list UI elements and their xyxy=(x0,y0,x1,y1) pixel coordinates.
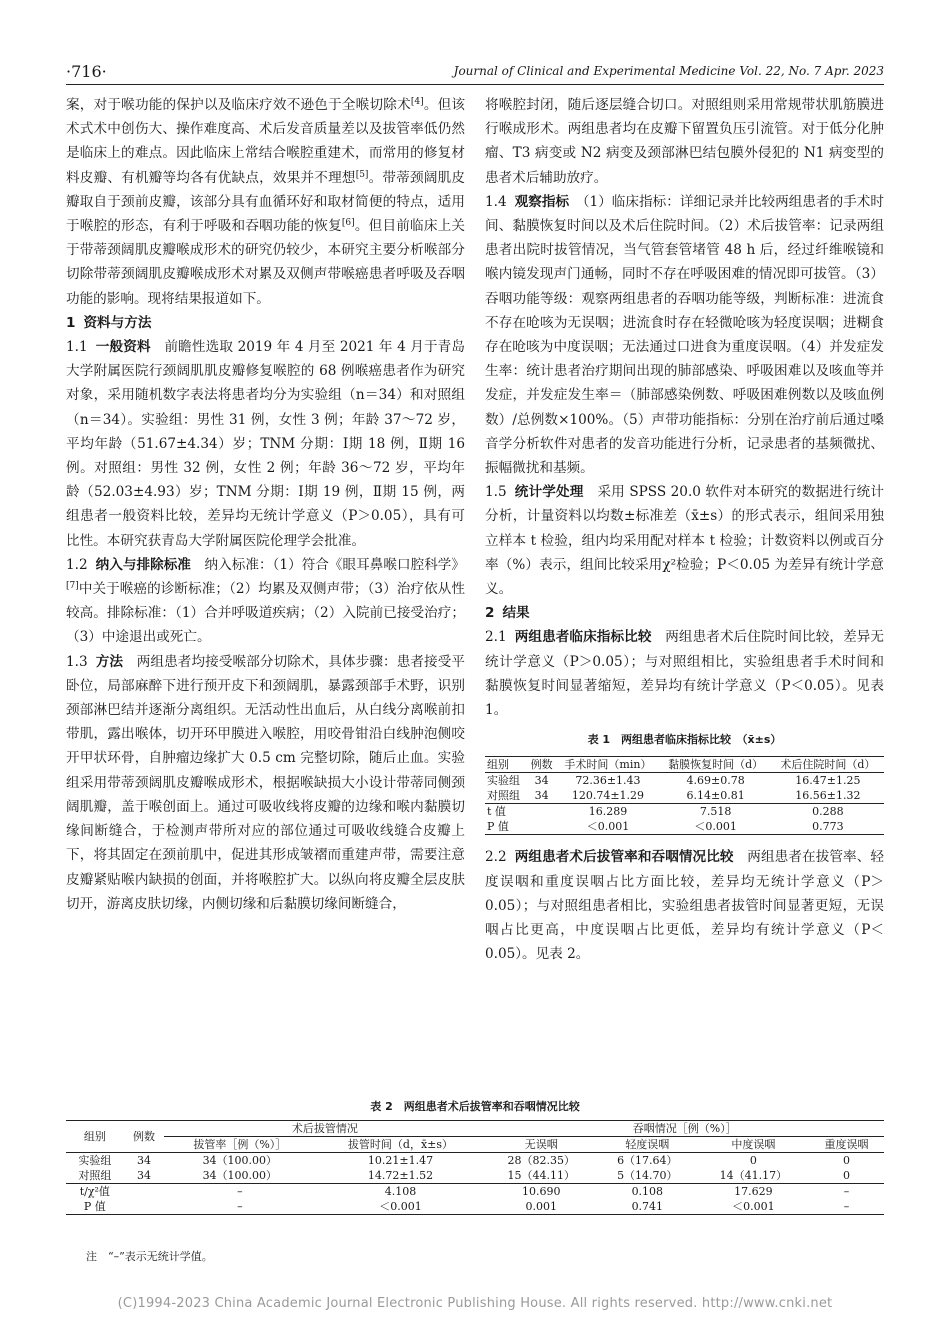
subsection-number: 1.3 xyxy=(66,653,88,670)
section-2-heading xyxy=(485,601,884,625)
table-cell: 4.108 xyxy=(315,1184,485,1200)
table-cell xyxy=(527,804,556,820)
table-cell: 6（17.64） xyxy=(617,1154,678,1167)
section-title: 资料与方法 xyxy=(83,314,152,331)
table-cell xyxy=(527,819,556,835)
subsection-number: 1.4 xyxy=(485,193,507,210)
table-cell: ＜0.001 xyxy=(698,1199,809,1215)
subsection-text: 两组患者在拔管率、轻度误咽和重度误咽占比方面比较，差异均无统计学意义（P＞0.05）；与对照组患者相比，实验组患者拔管时间显著更短，无误咽占比更高，中度误咽占比更低，差异均有统计学意义（P＜0.05）。见表 2。 xyxy=(485,849,885,963)
table-cell: ＜0.001 xyxy=(556,819,659,835)
table-row xyxy=(66,1199,884,1215)
table-cell: P 值 xyxy=(485,819,527,835)
table-cell: 10.690 xyxy=(486,1184,597,1200)
page-header xyxy=(66,62,884,85)
journal-info: Journal of Clinical and Experimental Medicine Vol. 22, No. 7 Apr. 2023 xyxy=(453,64,884,78)
intro-text-c: 。带蒂颈阔肌皮瓣取自于颈前皮瓣，该部分具有血循环好和取材简便的特点，适用于喉腔的形态，有利于呼吸和吞咽功能的恢复 xyxy=(66,169,465,235)
table-cell: 34 xyxy=(534,774,549,788)
table-cell: – xyxy=(809,1184,884,1200)
section-1-2 xyxy=(66,553,465,650)
table-2-caption: 表 2 两组患者术后拔管率和吞咽情况比较 xyxy=(370,1100,580,1113)
table-cell: 16.56±1.32 xyxy=(795,789,861,803)
page-number: ·716· xyxy=(66,62,107,81)
subsection-text-a: 纳入标准：（1）符合《眼耳鼻喉口腔科学》 xyxy=(204,556,466,573)
table-cell: – xyxy=(809,1199,884,1215)
table-header: 例数 xyxy=(124,1121,165,1153)
subsection-text: 两组患者均接受喉部分切除术，具体步骤：患者接受平卧位，局部麻醉下进行预开皮下和颈阔肌，暴露颈部手术野，识别颈部淋巴结并逐渐分离组织。无活动性出血后，从白线分离喉前扣带肌，露出喉体，切开环甲膜进入喉腔，用咬骨钳沿白线肿泡侧咬开甲状环骨，自肿瘤边缘扩大 0.5 cm 完整切除，随后止血。实验组采用带蒂颈阔肌皮瓣喉成形术，根据喉缺损大小设计带蒂同侧颈阔肌瓣，盖于喉创面上。通过可吸收线将皮瓣的边缘和喉内黏膜切缘间断缝合，于检测声带所对应的部位通过可吸收线缝合皮瓣上下，将其固定在颈前肌中，促进其形成皱褶而重建声带，需要注意皮瓣紧贴喉内缺损的创面，并将喉腔扩大。以纵向将皮瓣全层皮肤切开，游离皮肤切缘，内侧切缘和后黏膜切缘间断缝合， xyxy=(66,653,466,912)
table-cell: 6.14±0.81 xyxy=(686,789,745,803)
table-cell: 实验组 xyxy=(487,774,520,788)
subsection-text-b: 中关于喉癌的诊断标准；（2）均累及双侧声带；（3）治疗依从性较高。排除标准：（1）合并呼吸道疾病；（2）入院前已接受治疗；（3）中途退出或死亡。 xyxy=(66,581,465,646)
table-row xyxy=(485,788,884,804)
table-2-block xyxy=(66,1098,884,1215)
table-cell: 4.69±0.78 xyxy=(686,774,745,788)
table-1-caption: 表 1 两组患者临床指标比较 （x̄±s） xyxy=(587,733,782,747)
table-header: 中度误咽 xyxy=(698,1137,809,1153)
table-cell: 5（14.70） xyxy=(617,1169,678,1182)
citation-6[interactable]: [6] xyxy=(341,218,355,229)
section-number: 2 xyxy=(485,605,495,622)
table-header: 拔管率［例（%）］ xyxy=(164,1137,315,1153)
table-header: 拔管时间（d，x̄±s） xyxy=(315,1137,485,1153)
table-header: 例数 xyxy=(527,757,556,773)
table-cell: ＜0.001 xyxy=(315,1199,485,1215)
intro-text-d: 。但目前临床上关于带蒂颈阔肌皮瓣喉成形术的研究仍较少，本研究主要分析喉部分切除带蒂颈阔肌皮瓣喉成形术对累及双侧声带喉癌患者呼吸及吞咽功能的影响。现将结果报道如下。 xyxy=(66,218,466,307)
table-cell xyxy=(124,1184,165,1200)
table-cell: 15（44.11） xyxy=(507,1169,576,1182)
methods-continued: 将喉腔封闭，随后逐层缝合切口。对照组则采用常规带状肌筋膜进行喉成形术。两组患者均在皮瓣下留置负压引流管。对于低分化肿瘤、T3 病变或 N2 病变及颈部淋巴结包膜外侵犯的 N1 病变型的患者术后辅助放疗。 xyxy=(485,97,884,186)
table-cell: 0.288 xyxy=(772,804,884,820)
right-column xyxy=(485,93,884,967)
intro-paragraph xyxy=(66,93,465,311)
subsection-number: 1.2 xyxy=(66,556,88,573)
table-cell: 34 xyxy=(136,1169,151,1182)
subsection-title: 两组患者术后拔管率和吞咽情况比较 xyxy=(514,849,734,866)
subsection-number: 2.2 xyxy=(485,849,507,866)
table-cell: P 值 xyxy=(66,1199,124,1215)
table-cell: 34（100.00） xyxy=(202,1154,278,1167)
table-cell: 72.36±1.43 xyxy=(575,774,641,788)
table-1 xyxy=(485,756,884,835)
subsection-title: 方法 xyxy=(95,653,124,670)
table-row xyxy=(485,804,884,820)
section-1-heading xyxy=(66,311,465,335)
table-cell: 0.741 xyxy=(597,1199,698,1215)
table-cell: 7.518 xyxy=(660,804,772,820)
intro-text-a: 案，对于喉功能的保护以及临床疗效不逊色于全喉切除术 xyxy=(66,97,411,113)
section-title: 结果 xyxy=(502,605,530,622)
copyright-footer: (C)1994-2023 China Academic Journal Electronic Publishing House. All rights reserved. http://www.cnki.net xyxy=(117,1296,833,1311)
section-number: 1 xyxy=(66,314,76,331)
table-header: 黏膜恢复时间（d） xyxy=(660,757,772,773)
table-cell: – xyxy=(164,1199,315,1215)
table-cell: – xyxy=(164,1184,315,1200)
table-header: 组别 xyxy=(66,1121,124,1153)
table-cell: 34 xyxy=(534,789,549,803)
subsection-text: 两组患者术后住院时间比较，差异无统计学意义（P＞0.05）；与对照组相比，实验组患者手术时间和黏膜恢复时间显著缩短，差异均有统计学意义（P＜0.05）。见表 1。 xyxy=(485,629,885,719)
table-cell: 对照组 xyxy=(78,1169,112,1182)
section-1-3 xyxy=(66,650,465,916)
table-header: 手术时间（min） xyxy=(556,757,659,773)
citation-5[interactable]: [5] xyxy=(355,169,369,180)
table-cell: t 值 xyxy=(485,804,527,820)
table-header-row xyxy=(485,757,884,773)
subsection-title: 统计学处理 xyxy=(514,484,584,501)
section-2-2 xyxy=(485,845,884,966)
subsection-title: 一般资料 xyxy=(95,339,151,356)
table-cell: 10.21±1.47 xyxy=(367,1154,434,1167)
table-header-row xyxy=(66,1121,884,1137)
table-row xyxy=(485,819,884,835)
table-cell: 120.74±1.29 xyxy=(571,789,645,803)
table-header: 重度误咽 xyxy=(809,1137,884,1153)
table-cell: 对照组 xyxy=(487,789,520,803)
section-1-4 xyxy=(485,190,884,480)
subsection-text: 采用 SPSS 20.0 软件对本研究的数据进行统计分析，计量资料以均数±标准差（x̄±s）的形式表示，组间采用独立样本 t 检验，组内均采用配对样本 t 检验；计数资料以例或百分率（%）表示，组间比较采用χ²检验；P＜0.05 为差异有统计学意义。 xyxy=(485,484,885,598)
citation-4[interactable]: [4] xyxy=(410,97,424,107)
section-1-1 xyxy=(66,335,465,553)
table-cell: 16.47±1.25 xyxy=(795,774,861,788)
subsection-text: （1）临床指标：详细记录并比较两组患者的手术时间、黏膜恢复时间以及术后住院时间。（2）术后拔管率：记录两组患者出院时拔管情况，当气管套管堵管 48 h 后，经过纤维喉镜和喉内镜发现声门通畅，同时不存在呼吸困难的情况即可拔管。（3）吞咽功能等级：观察两组患者的吞咽功能等级，判断标准：进流食不存在呛咳为无误咽；进流食时存在轻微呛咳为轻度误咽；进糊食存在呛咳为中度误咽；无法通过口进食为重度误咽。（4）并发症发生率：统计患者治疗期间出现的肺部感染、呼吸困难以及咳血等并发症，并发症发生率＝（肺部感染例数、呼吸困难例数以及咳血例数）/总例数×100%。（5）声带功能指标：分别在治疗前后通过嗓音学分析软件对患者的发音功能进行分析，记录患者的基频微扰、振幅微扰和基频。 xyxy=(485,193,885,477)
table-cell: 0 xyxy=(843,1169,851,1182)
subsection-text: 前瞻性选取 2019 年 4 月至 2021 年 4 月于青岛大学附属医院行颈阔肌肌皮瓣修复喉腔的 68 例喉癌患者作为研究对象，采用随机数字表法将患者均分为实验组（n＝34）和对照组（n＝34）。实验组：男性 31 例，女性 3 例；年龄 37～72 岁，平均年龄（51.67±4.34）岁；TNM 分期：Ⅰ期 18 例，Ⅱ期 16 例。对照组：男性 32 例，女性 2 例；年龄 36～72 岁，平均年龄（52.03±4.93）岁；TNM 分期：Ⅰ期 19 例，Ⅱ期 15 例，两组患者一般资料比较，差异均无统计学意义（P＞0.05），具有可比性。本研究获青岛大学附属医院伦理学会批准。 xyxy=(66,339,465,549)
section-1-5 xyxy=(485,480,884,601)
table-cell: t/χ²值 xyxy=(66,1184,124,1200)
citation-7[interactable]: [7] xyxy=(66,581,79,592)
table-cell: 0 xyxy=(843,1154,851,1167)
table-cell: 0.108 xyxy=(597,1184,698,1200)
table-header: 轻度误咽 xyxy=(597,1137,698,1153)
table-cell: 34（100.00） xyxy=(202,1169,278,1182)
left-column xyxy=(66,93,465,916)
subsection-title: 纳入与排除标准 xyxy=(95,556,191,573)
table-subheader-row xyxy=(66,1137,884,1153)
table-header: 术后住院时间（d） xyxy=(772,757,884,773)
table-group-header: 吞咽情况［例（%）］ xyxy=(486,1121,884,1137)
table-cell xyxy=(124,1199,165,1215)
table-row xyxy=(485,773,884,789)
table-cell: 17.629 xyxy=(698,1184,809,1200)
subsection-number: 1.1 xyxy=(66,339,88,356)
section-2-1 xyxy=(485,625,884,722)
table-2-note: 注 “–”表示无统计学值。 xyxy=(86,1250,213,1263)
subsection-number: 2.1 xyxy=(485,629,507,646)
table-cell: 14（41.17） xyxy=(719,1169,788,1182)
table-cell: 实验组 xyxy=(78,1154,112,1167)
table-cell: ＜0.001 xyxy=(660,819,772,835)
table-cell: 34 xyxy=(136,1154,151,1167)
table-cell: 28（82.35） xyxy=(507,1154,576,1167)
table-cell: 0 xyxy=(749,1154,757,1167)
table-group-header: 术后拔管情况 xyxy=(164,1121,485,1137)
table-header: 无误咽 xyxy=(486,1137,597,1153)
table-cell: 0.001 xyxy=(486,1199,597,1215)
table-row xyxy=(66,1168,884,1184)
table-row xyxy=(66,1153,884,1169)
intro-text-b: 。但该术式术中创伤大、操作难度高、术后发音质量差以及拔管率低仍然是临床上的难点。因此临床上常结合喉腔重建术，而常用的修复材料皮瓣、有机瓣等均各有优缺点，效果并不理想 xyxy=(66,97,466,186)
table-row xyxy=(66,1184,884,1200)
table-cell: 14.72±1.52 xyxy=(367,1169,434,1182)
subsection-title: 观察指标 xyxy=(514,193,570,210)
table-2 xyxy=(66,1120,884,1215)
table-cell: 0.773 xyxy=(772,819,884,835)
table-cell: 16.289 xyxy=(556,804,659,820)
table-header: 组别 xyxy=(485,757,527,773)
subsection-number: 1.5 xyxy=(485,484,507,501)
subsection-title: 两组患者临床指标比较 xyxy=(514,629,652,646)
